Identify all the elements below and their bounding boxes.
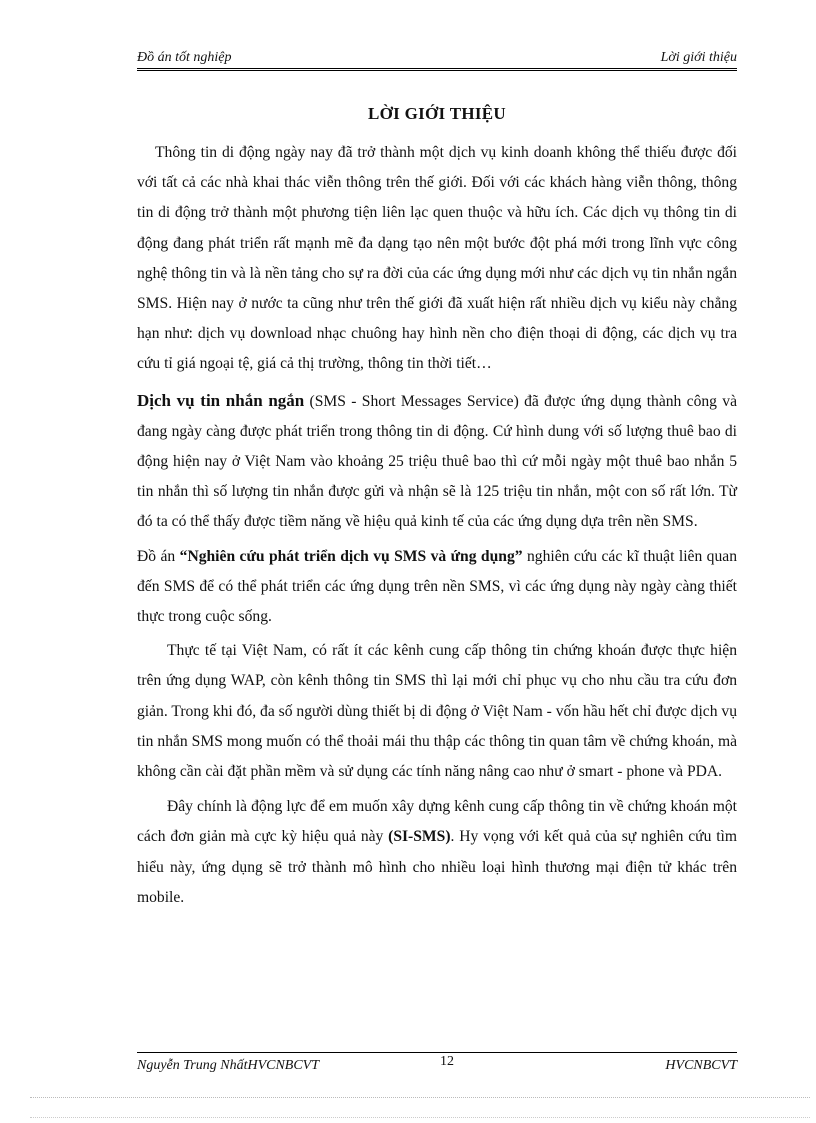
- footer-rule: [137, 1052, 737, 1053]
- paragraph-sms: [137, 386, 737, 538]
- paragraph-project-pre: Đồ án: [137, 547, 180, 565]
- paragraph-motivation: [137, 792, 737, 913]
- paragraph-sms-body: (SMS - Short Messages Service) đã được ứng dụng thành công và đang ngày càng được phát triển trong thông tin di động. Cứ hình dung với số lượng thuê bao di động hiện nay ở Việt Nam vào khoảng 25 triệu thuê bao thì cứ mỗi ngày một thuê bao nhắn 5 tin nhắn thì số lượng tin nhắn được gửi và nhận sẽ là 125 triệu tin nhắn, một con số rất lớn. Từ đó ta có thể thấy được tiềm năng về hiệu quả kinh tế của các ứng dụng dựa trên nền SMS.: [137, 392, 737, 531]
- header-left: Đồ án tốt nghiệp: [137, 50, 232, 65]
- paragraph-project-title: “Nghiên cứu phát triển dịch vụ SMS và ứng dụng”: [179, 547, 523, 565]
- header-rule: [137, 68, 737, 71]
- page-footer: [137, 1054, 737, 1080]
- paragraph-motivation-pre: Đây chính là động lực để em muốn xây dựng kênh cung cấp thông tin về chứng khoán một cách đơn giản mà cực kỳ hiệu quả này: [137, 798, 737, 846]
- paragraph-motivation-bold: (SI-SMS): [388, 828, 451, 846]
- footer-right: HVCNBCVT: [665, 1058, 737, 1073]
- paragraph-intro: Thông tin di động ngày nay đã trở thành một dịch vụ kinh doanh không thể thiếu được đối với tất cả các nhà khai thác viễn thông trên thế giới. Đối với các khách hàng viễn thông, thông tin di động trở thành một phương tiện liên lạc quen thuộc và hữu ích. Các dịch vụ thông tin di động đang phát triển rất mạnh mẽ đa dạng tạo nên một bước đột phá mới trong lĩnh vực công nghệ thông tin và là nền tảng cho sự ra đời của các ứng dụng mới như các dịch vụ tin nhắn ngắn SMS. Hiện nay ở nước ta cũng như trên thế giới đã xuất hiện rất nhiều dịch vụ kiểu này chẳng hạn như: dịch vụ download nhạc chuông hay hình nền cho điện thoại di động, các dịch vụ tra cứu tỉ giá ngoại tệ, giá cả thị trường, thông tin thời tiết…: [137, 144, 737, 373]
- footer-author: Nguyễn Trung NhấtHVCNBCVT: [137, 1058, 320, 1073]
- page-title: LỜI GIỚI THIỆU: [367, 104, 507, 123]
- page-header: [137, 50, 737, 70]
- paragraph-sms-lead: Dịch vụ tin nhắn ngắn: [137, 390, 305, 410]
- paragraph-vietnam: Thực tế tại Việt Nam, có rất ít các kênh cung cấp thông tin chứng khoán được thực hiện trên ứng dụng WAP, còn kênh thông tin SMS thì lại mới chỉ phục vụ cho nhu cầu tra cứu đơn giản. Trong khi đó, đa số người dùng thiết bị di động ở Việt Nam - vốn hầu hết chỉ được dịch vụ tin nhắn SMS mong muốn có thể thoải mái thu thập các thông tin quan tâm về chứng khoán, mà không cần cài đặt phần mềm và sử dụng các tính năng nâng cao như ở smart - phone và PDA.: [137, 642, 738, 781]
- page-boundary-line-2: [30, 1117, 810, 1118]
- paragraph-project-body: nghiên cứu các kĩ thuật liên quan đến SMS để có thể phát triển các ứng dụng trên nền SMS, vì các ứng dụng này ngày càng thiết thực trong cuộc sống.: [137, 547, 737, 626]
- page-number: 12: [440, 1054, 454, 1069]
- header-right: Lời giới thiệu: [660, 50, 737, 65]
- page-boundary-line: [30, 1097, 810, 1098]
- body-text: [137, 138, 737, 913]
- paragraph-motivation-body: . Hy vọng với kết quả của sự nghiên cứu tìm hiểu này, ứng dụng sẽ trở thành mô hình cho nhiều loại hình thương mại điện tử khác trên mobile.: [137, 828, 737, 906]
- paragraph-project: [137, 542, 737, 633]
